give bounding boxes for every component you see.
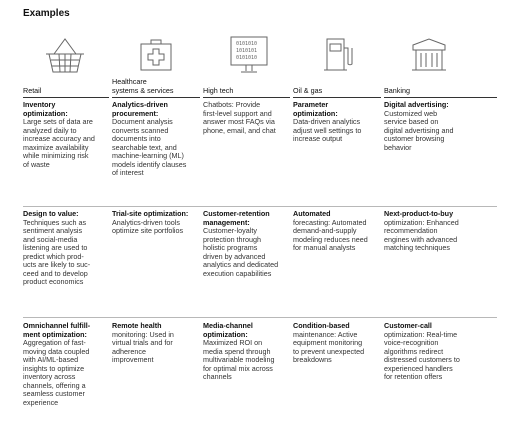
row-divider: [23, 206, 497, 207]
column-header-high-tech: High tech: [203, 86, 234, 95]
cell-high-tech-customer-retention: Customer-retention management: Customer-loyalty protection through holistic programs driven by advanced analytics and dedicated execution capabilities: [203, 209, 279, 278]
header-rule: [112, 97, 200, 98]
cell-oil-gas-condition-maintenance: Condition-based maintenance: Active equipment monitoring to prevent unexpected breakdowns: [293, 321, 365, 365]
cell-retail-design-to-value: Design to value: Techniques such as sentiment analysis and social-media listening are used to predict which prod- ucts are likely to suc- ceed and to develop product economics: [23, 209, 91, 287]
svg-text:1010101: 1010101: [236, 48, 258, 54]
page-title: Examples: [23, 8, 70, 19]
cell-healthcare-trial-site-optimization: Trial-site optimization: Analytics-driven tools optimize site portfolios: [112, 209, 189, 236]
cell-banking-customer-call: Customer-call optimization: Real-time voice-recognition algorithms redirect distressed customers to experienced handlers for retention offers: [384, 321, 460, 382]
cell-retail-inventory-optimization: Inventory optimization: Large sets of data are analyzed daily to increase accuracy and maximize availability while minimizing risk of waste: [23, 100, 95, 169]
column-header-healthcare: Healthcare systems & services: [112, 77, 174, 95]
column-header-oil-gas: Oil & gas: [293, 86, 323, 95]
cell-high-tech-media-channel: Media-channel optimization: Maximized ROI on media spend through multivariable modeling for optimal mix across channels: [203, 321, 275, 382]
cell-healthcare-remote-monitoring: Remote health monitoring: Used in virtual trials and for adherence improvement: [112, 321, 174, 365]
header-rule: [293, 97, 381, 98]
svg-text:0101010: 0101010: [236, 41, 258, 47]
column-header-banking: Banking: [384, 86, 410, 95]
row-divider: [23, 317, 497, 318]
first-aid-kit-icon: [134, 34, 178, 78]
svg-text:0101010: 0101010: [236, 55, 258, 61]
computer-monitor-binary-icon: [227, 34, 271, 78]
bank-building-icon: [407, 34, 451, 78]
shopping-basket-icon: [40, 34, 90, 78]
cell-oil-gas-automated-forecasting: Automated forecasting: Automated demand-and-supply modeling reduces need for manual analysts: [293, 209, 368, 253]
cell-retail-omnichannel-fulfillment: Omnichannel fulfill- ment optimization: Aggregation of fast- moving data coupled with AI/ML-based insights to optimize inventory across channels, offering a seamless customer experience: [23, 321, 91, 407]
column-header-retail: Retail: [23, 86, 42, 95]
gas-pump-icon: [316, 34, 360, 78]
header-rule: [384, 97, 497, 98]
cell-banking-digital-advertising: Digital advertising: Customized web service based on digital advertising and customer browsing behavior: [384, 100, 454, 152]
header-rule: [203, 97, 290, 98]
cell-healthcare-analytics-procurement: Analytics-driven procurement: Document analysis converts scanned documents into searchable text, and machine-learning (ML) models identify clauses of interest: [112, 100, 187, 178]
cell-high-tech-chatbots: Chatbots: Provide first-level support and answer most FAQs via phone, email, and chat: [203, 100, 276, 135]
cell-oil-gas-parameter-optimization: Parameter optimization: Data-driven analytics adjust well settings to increase output: [293, 100, 362, 144]
cell-banking-next-product-to-buy: Next-product-to-buy optimization: Enhanced recommendation engines with advanced matching techniques: [384, 209, 459, 253]
header-rule: [23, 97, 109, 98]
